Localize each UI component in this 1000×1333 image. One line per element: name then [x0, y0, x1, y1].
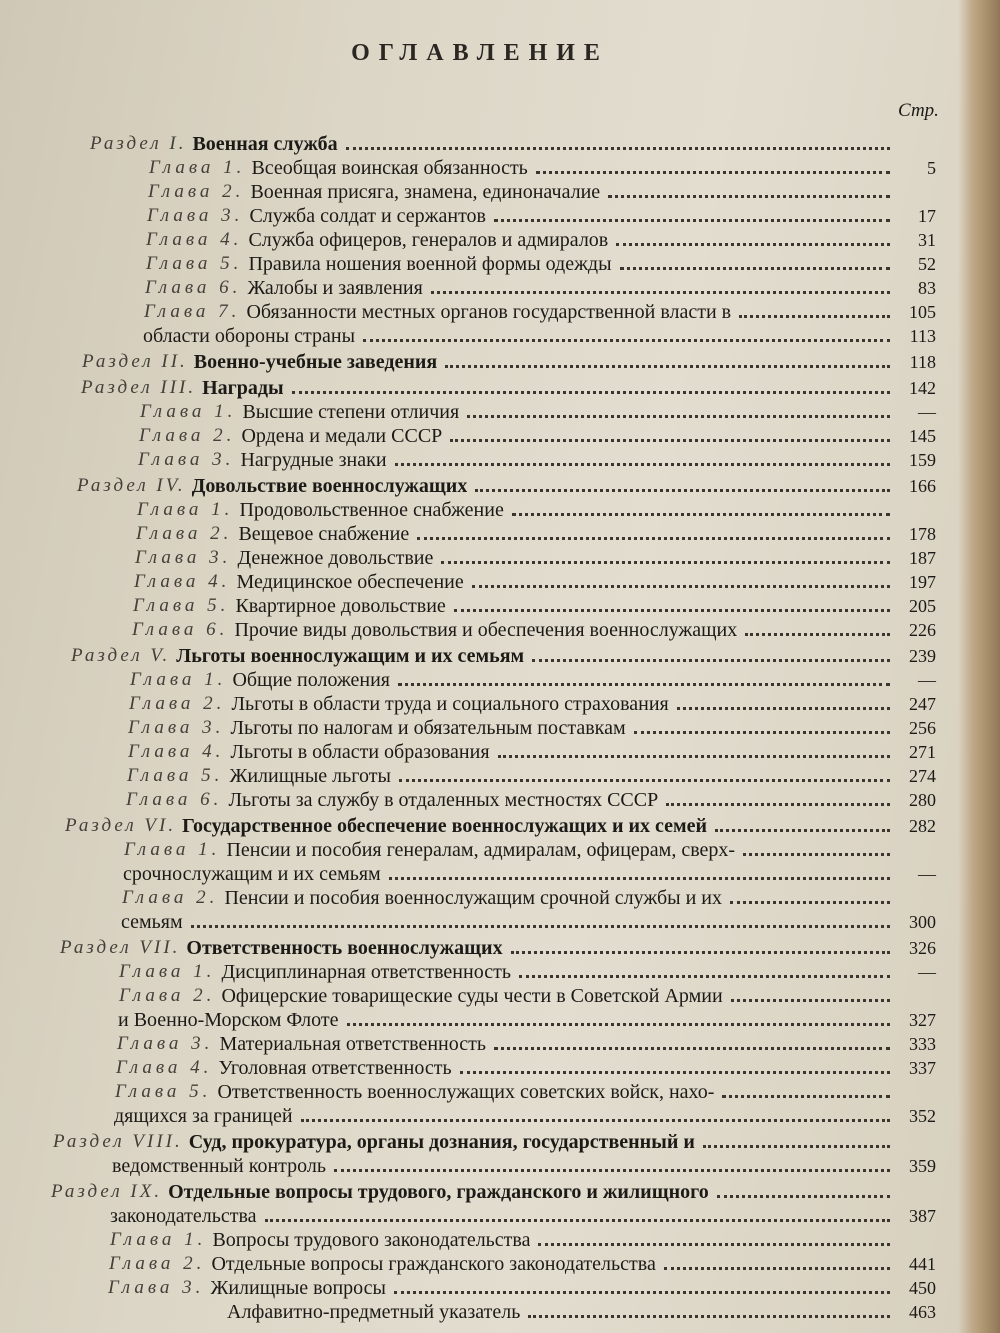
entry-title: Жалобы и заявления	[247, 277, 423, 299]
dot-leader	[363, 339, 890, 342]
entry-title: Медицинское обеспечение	[236, 571, 464, 593]
page-number: —	[918, 962, 936, 982]
entry-title: дящихся за границей	[114, 1105, 293, 1127]
dot-leader	[399, 779, 890, 782]
chapter-label: Глава 1.	[110, 1229, 207, 1250]
chapter-label: Глава 1.	[149, 157, 246, 178]
entry-title: Всеобщая воинская обязанность	[251, 157, 528, 179]
page-number: 113	[909, 326, 936, 346]
toc-chapter-row	[0, 448, 1000, 472]
page-number: 247	[909, 694, 936, 714]
page-number: 166	[909, 476, 936, 496]
chapter-label: Глава 5.	[133, 595, 230, 616]
dot-leader	[616, 243, 890, 246]
entry-title: Ответственность военнослужащих советских войск, нахо-	[217, 1081, 715, 1103]
toc-chapter-row	[0, 204, 1000, 228]
toc-chapter-row	[0, 740, 1000, 764]
chapter-label: Глава 1.	[119, 961, 216, 982]
dot-leader	[664, 1267, 890, 1270]
entry-title: Общие положения	[232, 669, 390, 691]
dot-leader	[450, 439, 890, 442]
toc-chapter-row	[0, 886, 1000, 910]
dot-leader	[445, 365, 890, 368]
entry-title: Ответственность военнослужащих	[186, 937, 503, 959]
entry-title: законодательства	[110, 1205, 257, 1227]
dot-leader	[717, 1195, 890, 1198]
page-number: 205	[909, 596, 936, 616]
toc-chapter-row	[0, 400, 1000, 424]
section-label: Раздел III.	[81, 377, 197, 398]
chapter-label: Глава 1.	[130, 669, 227, 690]
dot-leader	[743, 853, 890, 856]
dot-leader	[677, 707, 890, 710]
dot-leader	[739, 315, 890, 318]
toc-chapter-row	[0, 1252, 1000, 1276]
toc-section-row	[0, 132, 1000, 156]
chapter-label: Глава 2.	[136, 523, 233, 544]
chapter-label: Глава 5.	[146, 253, 243, 274]
toc-section-row	[0, 1180, 1000, 1204]
section-label: Раздел VI.	[65, 815, 177, 836]
page-number: 142	[909, 378, 936, 398]
page-number: 197	[909, 572, 936, 592]
page-number: 463	[909, 1302, 936, 1322]
chapter-label: Глава 4.	[116, 1057, 213, 1078]
entry-title: области обороны страны	[143, 325, 356, 347]
entry-title: Вопросы трудового законодательства	[212, 1229, 531, 1251]
dot-leader	[494, 219, 890, 222]
entry-title: Денежное довольствие	[237, 547, 434, 569]
entry-title: Жилищные вопросы	[210, 1277, 386, 1299]
toc-chapter-row	[0, 1276, 1000, 1300]
toc-chapter-row	[0, 716, 1000, 740]
dot-leader	[191, 925, 890, 928]
entry-title: Льготы в области труда и социального страхования	[231, 693, 669, 715]
page-number: 256	[909, 718, 936, 738]
dot-leader	[538, 1243, 890, 1246]
dot-leader	[715, 829, 890, 832]
section-label: Раздел I.	[90, 133, 187, 154]
dot-leader	[731, 999, 890, 1002]
page-number: 31	[918, 230, 936, 250]
chapter-label: Глава 2.	[119, 985, 216, 1006]
entry-title: Продовольственное снабжение	[239, 499, 504, 521]
entry-title: Военная служба	[192, 133, 338, 155]
toc-chapter-row	[0, 1008, 1000, 1032]
page-number: 83	[918, 278, 936, 298]
dot-leader	[532, 659, 890, 662]
page-number: 118	[909, 352, 936, 372]
dot-leader	[395, 463, 890, 466]
dot-leader	[454, 609, 890, 612]
toc-chapter-row	[0, 1056, 1000, 1080]
toc-chapter-row	[0, 180, 1000, 204]
page-number: 178	[909, 524, 936, 544]
dot-leader	[634, 731, 890, 734]
toc-chapter-row	[0, 424, 1000, 448]
page-number: 333	[909, 1034, 936, 1054]
entry-title: Отдельные вопросы трудового, гражданского и жилищного	[168, 1181, 709, 1203]
entry-title: Довольствие военнослужащих	[191, 475, 468, 497]
toc-chapter-row	[0, 570, 1000, 594]
entry-title: срочнослужащим и их семьям	[123, 863, 381, 885]
chapter-label: Глава 1.	[137, 499, 234, 520]
entry-title: Льготы за службу в отдаленных местностях СССР	[228, 789, 659, 811]
toc-section-row	[0, 814, 1000, 838]
chapter-label: Глава 1.	[140, 401, 237, 422]
toc-chapter-row	[0, 862, 1000, 886]
table-of-contents	[0, 130, 1000, 1324]
page-number: 159	[909, 450, 936, 470]
pages-column-header: Стр.	[898, 100, 939, 121]
dot-leader	[431, 291, 890, 294]
page-number: 239	[909, 646, 936, 666]
entry-title: Уголовная ответственность	[218, 1057, 452, 1079]
page-number: —	[918, 402, 936, 422]
dot-leader	[301, 1119, 890, 1122]
dot-leader	[722, 1095, 890, 1098]
dot-leader	[536, 171, 890, 174]
page-number: —	[918, 670, 936, 690]
chapter-label: Глава 6.	[145, 277, 242, 298]
dot-leader	[620, 267, 890, 270]
section-label: Раздел IV.	[77, 475, 186, 496]
entry-title: Квартирное довольствие	[235, 595, 446, 617]
chapter-label: Глава 3.	[138, 449, 235, 470]
chapter-label: Глава 5.	[127, 765, 224, 786]
chapter-label: Глава 6.	[132, 619, 229, 640]
page-number: 387	[909, 1206, 936, 1226]
dot-leader	[730, 901, 890, 904]
page-number: 274	[909, 766, 936, 786]
page-number: 326	[909, 938, 936, 958]
chapter-label: Глава 3.	[108, 1277, 205, 1298]
chapter-label: Глава 7.	[144, 301, 241, 322]
dot-leader	[608, 195, 890, 198]
entry-title: Материальная ответственность	[219, 1033, 486, 1055]
toc-chapter-row	[0, 252, 1000, 276]
chapter-label: Глава 5.	[115, 1081, 212, 1102]
page-number: 5	[927, 158, 936, 178]
toc-chapter-row	[0, 156, 1000, 180]
page-number: 280	[909, 790, 936, 810]
chapter-label: Глава 1.	[124, 839, 221, 860]
chapter-label: Глава 4.	[128, 741, 225, 762]
dot-leader	[389, 877, 890, 880]
toc-chapter-row	[0, 1204, 1000, 1228]
entry-title: Отдельные вопросы гражданского законодательства	[211, 1253, 656, 1275]
dot-leader	[467, 415, 890, 418]
dot-leader	[417, 537, 890, 540]
dot-leader	[745, 633, 890, 636]
toc-chapter-row	[0, 594, 1000, 618]
page-number: 187	[909, 548, 936, 568]
dot-leader	[512, 513, 890, 516]
entry-title: ведомственный контроль	[112, 1155, 326, 1177]
toc-chapter-row	[0, 498, 1000, 522]
toc-section-row	[0, 474, 1000, 498]
chapter-label: Глава 4.	[146, 229, 243, 250]
section-label: Раздел VII.	[60, 937, 181, 958]
entry-title: Обязанности местных органов государственной власти в	[246, 301, 732, 323]
toc-chapter-row	[0, 764, 1000, 788]
toc-chapter-row	[0, 228, 1000, 252]
toc-chapter-row	[0, 546, 1000, 570]
dot-leader	[666, 803, 890, 806]
chapter-label: Глава 3.	[147, 205, 244, 226]
page-title: ОГЛАВЛЕНИЕ	[351, 40, 609, 66]
chapter-label: Глава 2.	[139, 425, 236, 446]
entry-title: Военно-учебные заведения	[193, 351, 438, 373]
entry-title: Прочие виды довольствия и обеспечения военнослужащих	[234, 619, 738, 641]
toc-chapter-row	[0, 1080, 1000, 1104]
toc-chapter-row	[0, 1228, 1000, 1252]
dot-leader	[346, 147, 890, 150]
page-number: 450	[909, 1278, 936, 1298]
toc-section-row	[0, 376, 1000, 400]
entry-title: Ордена и медали СССР	[241, 425, 443, 447]
entry-title: Служба солдат и сержантов	[249, 205, 486, 227]
page-number: 352	[909, 1106, 936, 1126]
page-number: 300	[909, 912, 936, 932]
toc-chapter-row	[0, 960, 1000, 984]
entry-title: Льготы по налогам и обязательным поставкам	[230, 717, 626, 739]
toc-chapter-row	[0, 910, 1000, 934]
toc-chapter-row	[0, 276, 1000, 300]
toc-chapter-row	[0, 300, 1000, 324]
entry-title: Льготы в области образования	[230, 741, 490, 763]
entry-title: Дисциплинарная ответственность	[221, 961, 511, 983]
chapter-label: Глава 6.	[126, 789, 223, 810]
entry-title: и Военно-Морском Флоте	[118, 1009, 339, 1031]
dot-leader	[460, 1071, 890, 1074]
page-number: 271	[909, 742, 936, 762]
dot-leader	[528, 1315, 890, 1318]
entry-title: Алфавитно-предметный указатель	[227, 1301, 521, 1323]
page-number: 337	[909, 1058, 936, 1078]
toc-section-row	[0, 644, 1000, 668]
page-number: 52	[918, 254, 936, 274]
dot-leader	[494, 1047, 890, 1050]
dot-leader	[292, 391, 890, 394]
toc-chapter-row	[0, 1104, 1000, 1128]
chapter-label: Глава 3.	[117, 1033, 214, 1054]
dot-leader	[511, 951, 890, 954]
page-number: 17	[918, 206, 936, 226]
toc-chapter-row	[0, 324, 1000, 348]
toc-chapter-row	[0, 668, 1000, 692]
entry-title: Награды	[202, 377, 284, 399]
toc-chapter-row	[0, 788, 1000, 812]
entry-title: Нагрудные знаки	[240, 449, 387, 471]
dot-leader	[519, 975, 890, 978]
entry-title: Высшие степени отличия	[242, 401, 460, 423]
entry-title: Правила ношения военной формы одежды	[248, 253, 612, 275]
chapter-label: Глава 2.	[122, 887, 219, 908]
dot-leader	[475, 489, 890, 492]
toc-section-row	[0, 350, 1000, 374]
entry-title: Суд, прокуратура, органы дознания, государственный и	[188, 1131, 695, 1153]
toc-section-row	[0, 936, 1000, 960]
entry-title: Государственное обеспечение военнослужащих и их семей	[182, 815, 708, 837]
entry-title: Служба офицеров, генералов и адмиралов	[248, 229, 609, 251]
dot-leader	[703, 1145, 890, 1148]
page-number: 105	[909, 302, 936, 322]
toc-chapter-row	[0, 522, 1000, 546]
chapter-label: Глава 2.	[109, 1253, 206, 1274]
entry-title: Офицерские товарищеские суды чести в Советской Армии	[221, 985, 723, 1007]
section-label: Раздел VIII.	[53, 1131, 183, 1152]
entry-title: Пенсии и пособия генералам, адмиралам, офицерам, сверх-	[226, 839, 736, 861]
entry-title: Вещевое снабжение	[238, 523, 410, 545]
toc-chapter-row	[0, 1154, 1000, 1178]
section-label: Раздел II.	[82, 351, 188, 372]
chapter-label: Глава 3.	[135, 547, 232, 568]
chapter-label: Глава 2.	[148, 181, 245, 202]
toc-section-row	[0, 1130, 1000, 1154]
chapter-label: Глава 4.	[134, 571, 231, 592]
toc-chapter-row	[0, 1032, 1000, 1056]
toc-chapter-row	[0, 838, 1000, 862]
section-label: Раздел V.	[71, 645, 171, 666]
dot-leader	[441, 561, 890, 564]
dot-leader	[472, 585, 890, 588]
page-number: 441	[909, 1254, 936, 1274]
toc-chapter-row	[0, 692, 1000, 716]
section-label: Раздел IX.	[51, 1181, 163, 1202]
entry-title: Военная присяга, знамена, единоначалие	[250, 181, 601, 203]
toc-chapter-row	[0, 618, 1000, 642]
entry-title: семьям	[121, 911, 183, 933]
dot-leader	[347, 1023, 890, 1026]
page-number: 282	[909, 816, 936, 836]
dot-leader	[334, 1169, 890, 1172]
entry-title: Льготы военнослужащим и их семьям	[176, 645, 525, 667]
chapter-label: Глава 3.	[128, 717, 225, 738]
page-number: 145	[909, 426, 936, 446]
page-number: 226	[909, 620, 936, 640]
toc-chapter-row	[0, 984, 1000, 1008]
dot-leader	[498, 755, 890, 758]
page-number: 327	[909, 1010, 936, 1030]
chapter-label: Глава 2.	[129, 693, 226, 714]
page-number: —	[918, 864, 936, 884]
dot-leader	[265, 1219, 890, 1222]
page-number: 359	[909, 1156, 936, 1176]
entry-title: Жилищные льготы	[229, 765, 391, 787]
dot-leader	[398, 683, 890, 686]
dot-leader	[394, 1291, 890, 1294]
toc-index-row	[0, 1300, 1000, 1324]
entry-title: Пенсии и пособия военнослужащим срочной службы и их	[224, 887, 722, 909]
